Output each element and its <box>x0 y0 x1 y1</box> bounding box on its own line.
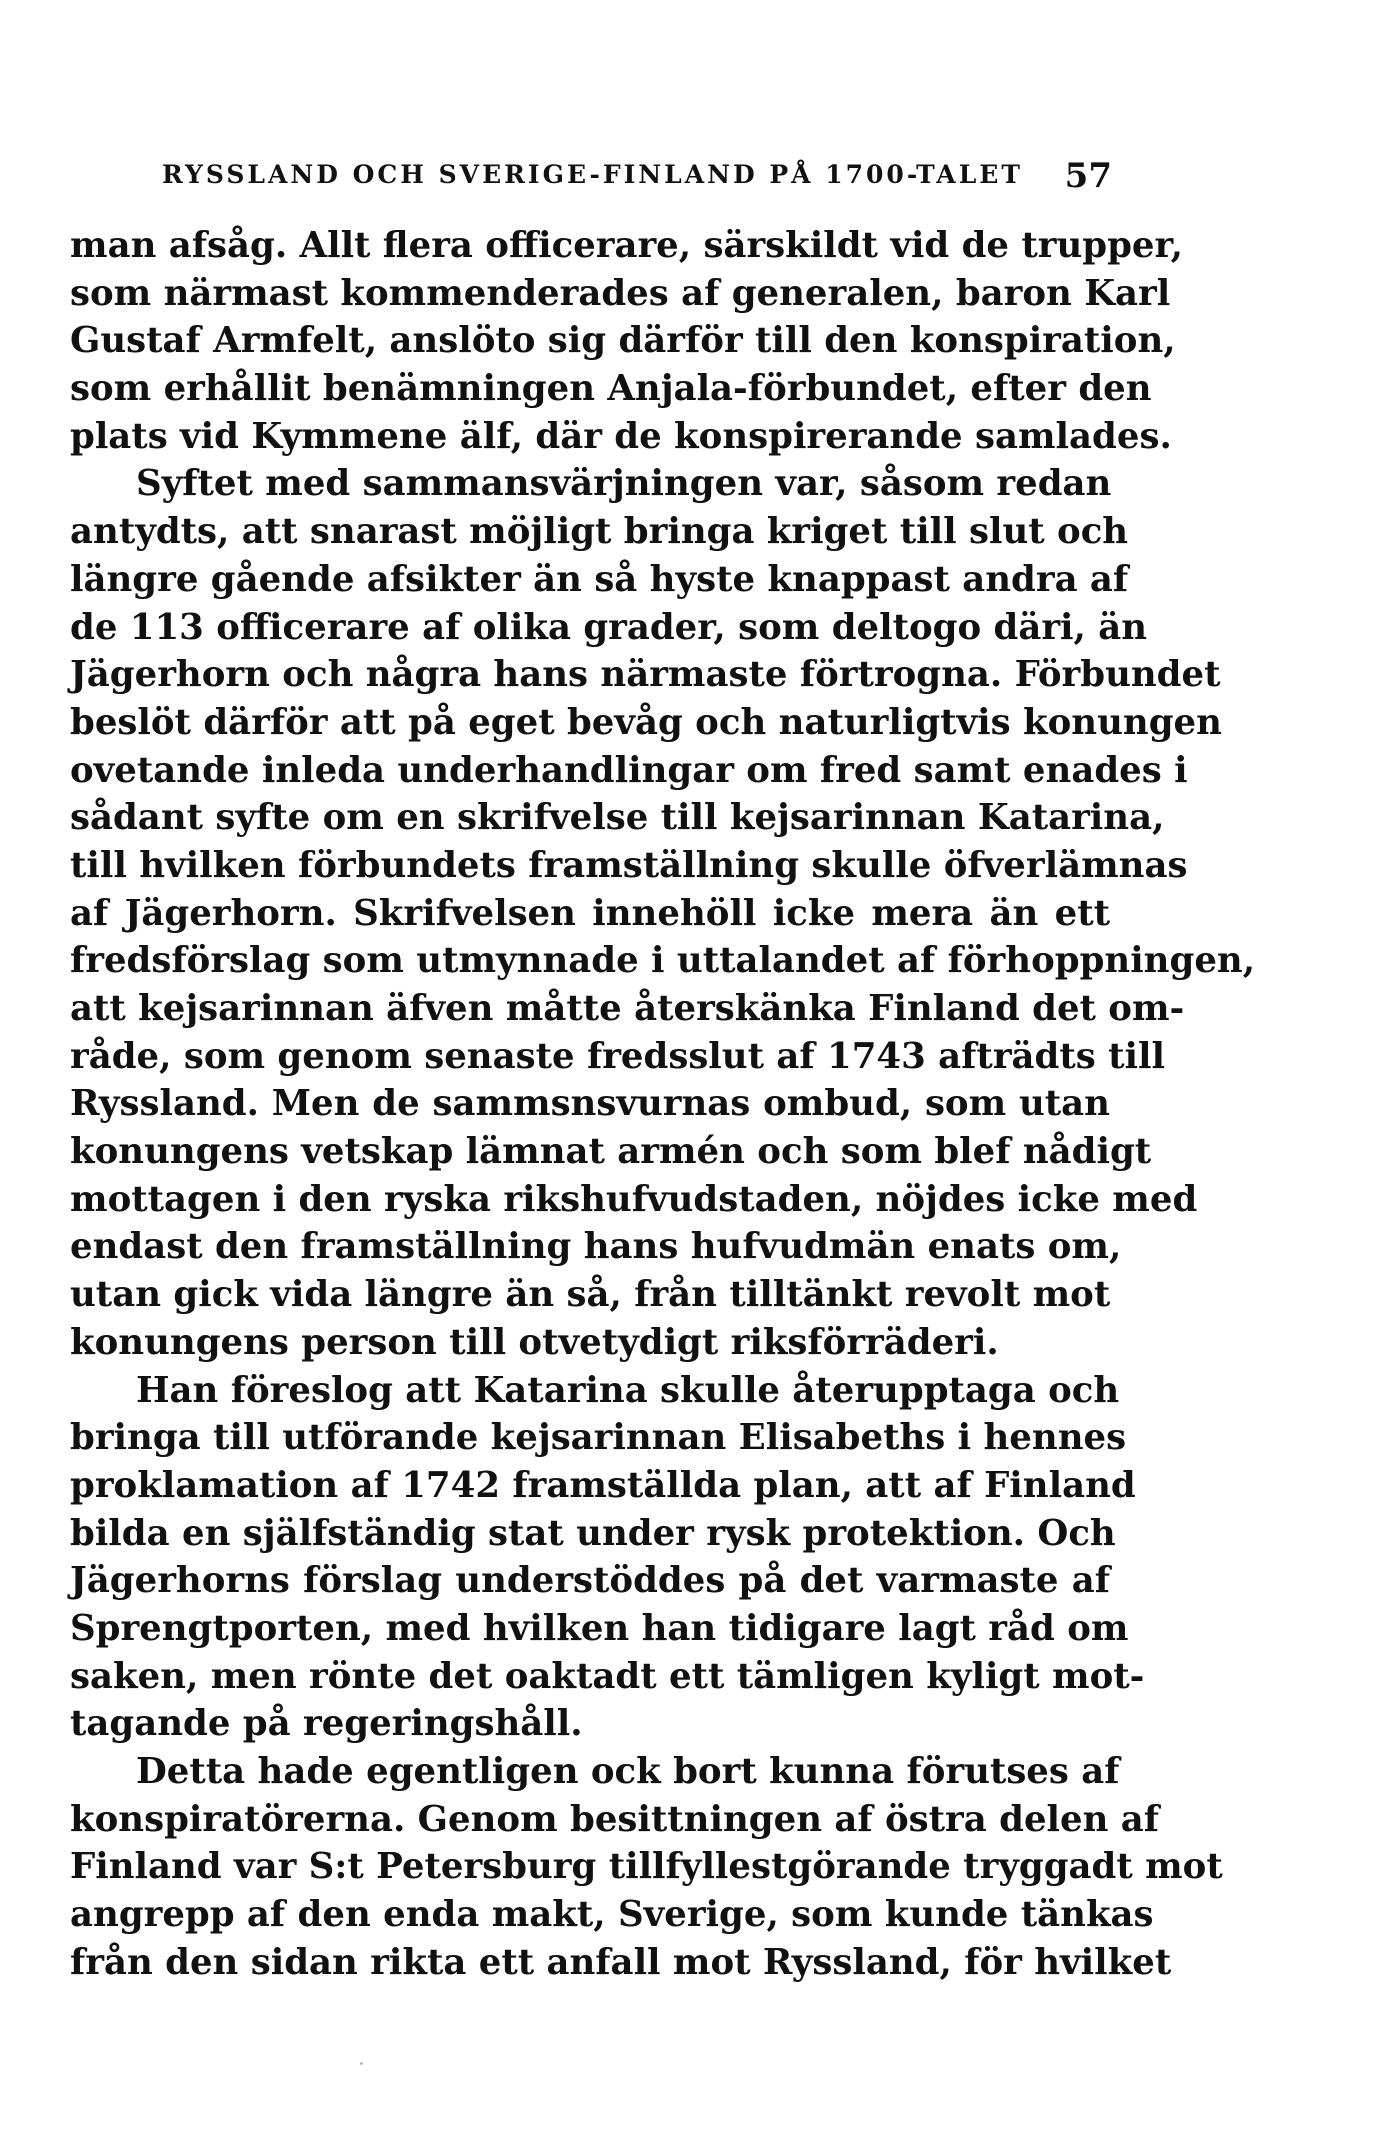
body-text <box>70 222 1256 1986</box>
text-line: Ryssland. Men de sammsnsvurnas ombud, som utan <box>70 1083 1110 1125</box>
text-line: konungens person till otvetydigt riksförräderi. <box>70 1321 999 1363</box>
text-line: Finland var S:t Petersburg tillfyllestgörande tryggadt mot <box>70 1846 1223 1888</box>
text-line: Han föreslog att Katarina skulle återupptaga och <box>136 1369 1120 1411</box>
text-line: råde, som genom senaste fredsslut af 1743 afträdts till <box>70 1035 1165 1077</box>
text-line: saken, men rönte det oaktadt ett tämligen kyligt mot- <box>70 1655 1145 1697</box>
text-line: Syftet med sammansvärjningen var, såsom redan <box>136 463 1112 505</box>
text-line: man afsåg. Allt flera officerare, särskildt vid de trupper, <box>70 225 1183 266</box>
text-line: längre gående afsikter än så hyste knappast andra af <box>70 558 1129 600</box>
text-line: antydts, att snarast möjligt bringa kriget till slut och <box>70 511 1129 553</box>
text-line: plats vid Kymmene älf, där de konspirerande samlades. <box>70 415 1172 457</box>
text-line: Jägerhorns förslag understöddes på det varmaste af <box>70 1560 1110 1602</box>
paper-speck <box>360 2062 363 2065</box>
text-line: konspiratörerna. Genom besittningen af östra delen af <box>70 1798 1160 1840</box>
text-line: tagande på regeringshåll. <box>70 1703 583 1745</box>
text-line: angrepp af den enda makt, Sverige, som kunde tänkas <box>70 1894 1154 1936</box>
page-number: 57 <box>1064 156 1112 196</box>
text-line: som närmast kommenderades af generalen, baron Karl <box>70 272 1171 314</box>
text-line: sådant syfte om en skrifvelse till kejsarinnan Katarina, <box>70 797 1165 839</box>
text-line: Detta hade egentligen ock bort kunna förutses af <box>136 1751 1120 1792</box>
text-line: Sprengtporten, med hvilken han tidigare lagt råd om <box>70 1607 1129 1649</box>
text-line: till hvilken förbundets framställning skulle öfverlämnas <box>70 844 1188 886</box>
text-line: konungens vetskap lämnat armén och som blef nådigt <box>70 1131 1152 1173</box>
text-line: Jägerhorn och några hans närmaste förtrogna. Förbundet <box>70 654 1221 696</box>
text-line: beslöt därför att på eget bevåg och naturligtvis konungen <box>70 701 1222 743</box>
text-line: ovetande inleda underhandlingar om fred samt enades i <box>70 749 1188 791</box>
text-line: från den sidan rikta ett anfall mot Ryssland, för hvilket <box>70 1941 1172 1983</box>
text-line: proklamation af 1742 framställda plan, att af Finland <box>70 1464 1136 1506</box>
text-line: bilda en själfständig stat under rysk protektion. Och <box>70 1512 1116 1554</box>
text-line: af Jägerhorn. Skrifvelsen innehöll icke mera än ett <box>70 892 1110 934</box>
text-line: som erhållit benämningen Anjala-förbundet, efter den <box>70 368 1152 410</box>
text-line: utan gick vida längre än så, från tilltänkt revolt mot <box>70 1274 1111 1316</box>
running-title: RYSSLAND OCH SVERIGE-FINLAND PÅ 1700-TALET <box>162 160 1023 189</box>
text-line: mottagen i den ryska rikshufvudstaden, nöjdes icke med <box>70 1178 1198 1220</box>
text-line: Gustaf Armfelt, anslöto sig därför till den konspiration, <box>70 320 1176 362</box>
running-head <box>162 156 1112 200</box>
text-line: de 113 officerare af olika grader, som deltogo däri, än <box>70 606 1148 648</box>
text-line: att kejsarinnan äfven måtte återskänka Finland det om- <box>70 988 1185 1029</box>
text-line: bringa till utförande kejsarinnan Elisabeths i hennes <box>70 1417 1127 1459</box>
text-line: fredsförslag som utmynnade i uttalandet af förhoppningen, <box>70 940 1256 982</box>
text-line: endast den framställning hans hufvudmän enats om, <box>70 1226 1122 1268</box>
